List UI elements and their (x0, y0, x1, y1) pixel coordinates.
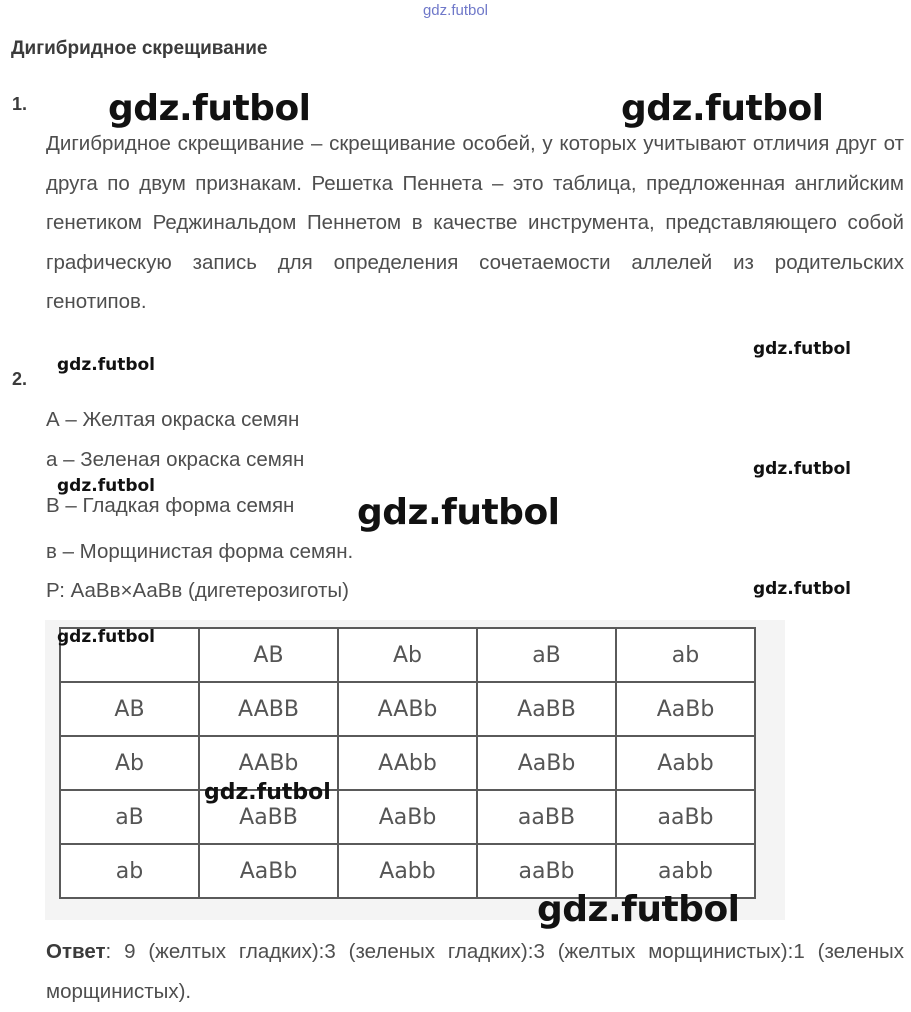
table-cell: ab (60, 844, 199, 898)
table-cell: AaBb (338, 790, 477, 844)
table-cell: Ab (338, 628, 477, 682)
watermark-text: gdz.futbol (753, 339, 851, 359)
table-cell: aabb (616, 844, 755, 898)
page-title: Дигибридное скрещивание (11, 38, 268, 59)
table-cell: AaBb (477, 736, 616, 790)
table-row (60, 682, 755, 736)
question-1-number: 1. (12, 94, 28, 114)
table-cell: AB (199, 628, 338, 682)
table-row (60, 790, 755, 844)
table-cell: aaBb (616, 790, 755, 844)
table-cell: Ab (60, 736, 199, 790)
watermark-text: gdz.futbol (357, 492, 560, 533)
watermark-text: gdz.futbol (57, 627, 155, 647)
table-cell: aB (477, 628, 616, 682)
table-cell: AaBb (199, 844, 338, 898)
table-cell: AABB (199, 682, 338, 736)
allele-line-4: в – Морщинистая форма семян. (46, 540, 354, 563)
watermark-text: gdz.futbol (57, 476, 155, 496)
table-cell: Aabb (338, 844, 477, 898)
watermark-text: gdz.futbol (621, 88, 824, 129)
table-cell: Aabb (616, 736, 755, 790)
answer-text (46, 932, 904, 1012)
table-cell: AB (60, 682, 199, 736)
table-cell: AaBB (199, 790, 338, 844)
watermark-text: gdz.futbol (57, 355, 155, 375)
table-cell: AABb (199, 736, 338, 790)
parents-line: Р: АаВв×АаВв (дигетерозиготы) (46, 579, 349, 602)
table-cell: ab (616, 628, 755, 682)
table-cell: AABb (338, 682, 477, 736)
table-cell: AAbb (338, 736, 477, 790)
allele-line-1: А – Желтая окраска семян (46, 408, 300, 431)
allele-line-2: а – Зеленая окраска семян (46, 448, 305, 471)
allele-line-3: В – Гладкая форма семян (46, 494, 295, 517)
watermark-text: gdz.futbol (753, 459, 851, 479)
table-header-row (60, 628, 755, 682)
question-2-number: 2. (12, 369, 28, 389)
watermark-text: gdz.futbol (204, 780, 331, 805)
table-cell: aaBB (477, 790, 616, 844)
table-cell: AaBb (616, 682, 755, 736)
table-cell: aB (60, 790, 199, 844)
watermark-text: gdz.futbol (537, 889, 740, 930)
watermark-text: gdz.futbol (108, 88, 311, 129)
answer-label: Ответ (46, 940, 106, 963)
answer-body: : 9 (желтых гладких):3 (зеленых гладких):3 (желтых морщинистых):1 (зеленых морщинистых). (46, 940, 904, 1003)
question-1-text: Дигибридное скрещивание – скрещивание особей, у которых учитывают отличия друг от друга по двум признакам. Решетка Пеннета – это таблица, предложенная английским генетиком Реджинальдом Пеннетом в качестве инструмента, представляющего собой графическую запись для определения сочетаемости аллелей из родительских генотипов. (46, 132, 904, 314)
table-row (60, 736, 755, 790)
top-watermark: gdz.futbol (422, 2, 489, 19)
punnett-square (59, 627, 756, 899)
watermark-text: gdz.futbol (753, 579, 851, 599)
table-cell: aaBb (477, 844, 616, 898)
table-cell: AaBB (477, 682, 616, 736)
